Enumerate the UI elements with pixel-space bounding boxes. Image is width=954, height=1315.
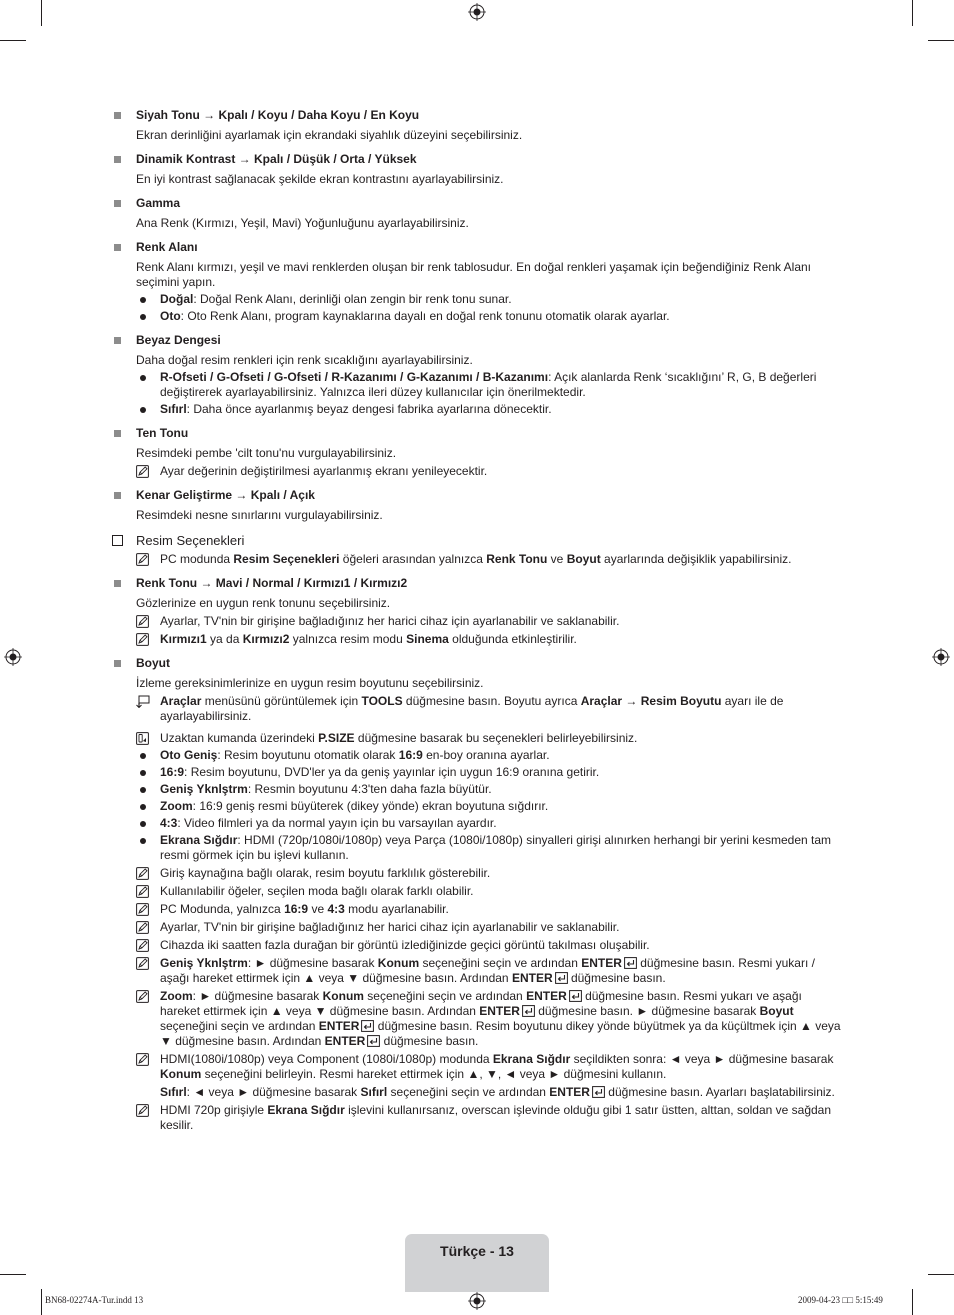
bullet-item	[110, 816, 845, 831]
text	[110, 816, 845, 831]
bold-term: Renk Tonu → Mavi / Normal / Kırmızı1 / Kırmızı2	[136, 576, 408, 590]
text-run: modu ayarlanabilir.	[344, 902, 449, 916]
bullet-item	[110, 292, 845, 307]
slug-filename: BN68-02274A-Tur.indd 13	[45, 1295, 144, 1305]
option-heading	[110, 488, 845, 503]
bullet-dot-icon	[140, 804, 146, 810]
bold-term: Zoom	[160, 989, 193, 1003]
bold-term: Kenar Geliştirme → Kpalı / Açık	[136, 488, 315, 502]
bold-term: Doğal	[160, 292, 194, 306]
text-run: öğeleri arasından yalnızca	[339, 552, 487, 566]
bold-term: Sıfırl	[360, 1085, 388, 1099]
text	[110, 799, 845, 814]
bullet-item	[110, 370, 845, 400]
text	[110, 748, 845, 763]
text	[110, 694, 845, 724]
enter-key-icon	[553, 971, 568, 985]
option-description	[110, 508, 845, 523]
bullet-dot-icon	[140, 770, 146, 776]
text-run: : ◄ veya ► düğmesine basarak	[186, 1085, 361, 1099]
text	[110, 370, 845, 400]
option-description	[110, 172, 845, 187]
text-run: menüsünü görüntülemek için	[201, 694, 362, 708]
text-run: Gözlerinize en uygun renk tonunu seçebilirsiniz.	[136, 596, 391, 610]
text	[110, 292, 845, 307]
tools-note	[110, 694, 845, 724]
bold-term: Ekrana Sığdır	[160, 833, 238, 847]
text	[110, 676, 845, 691]
bold-term: ENTER	[324, 1034, 366, 1048]
note-continuation	[110, 1085, 845, 1100]
text-run: olduğunda etkinleştirilir.	[448, 632, 577, 646]
bold-term: Boyut	[759, 1004, 794, 1018]
text-run: Giriş kaynağına bağlı olarak, resim boyutu farklılık gösterebilir.	[160, 866, 491, 880]
bullet-dot-icon	[140, 407, 146, 413]
note-item	[110, 552, 845, 567]
text-run: seçeneğini seçin ve ardından	[419, 956, 582, 970]
note-item	[110, 956, 845, 986]
note-item	[110, 938, 845, 953]
bold-term: P.SIZE	[318, 731, 355, 745]
option-description	[110, 128, 845, 143]
square-bullet-icon	[114, 244, 121, 251]
option-heading	[110, 152, 845, 167]
text-run: işlevini kullanırsanız, overscan işlevinde olduğu gibi 1 satır üstten, alttan, soldan ve sağdan kesilir.	[160, 1103, 832, 1132]
enter-key-icon	[520, 1004, 535, 1018]
text-run: : Daha önce ayarlanmış beyaz dengesi fabrika ayarlarına dönecektir.	[186, 402, 552, 416]
text	[110, 216, 845, 231]
note-pencil-icon	[136, 903, 149, 916]
text-run: düğmesine basın. Resim boyutunu dikey yönde büyütmek ya da küçültmek için ▲ veya ▼ düğmesine basın. Ardından	[160, 1019, 841, 1048]
crop-mark	[0, 40, 26, 41]
option-heading	[110, 656, 845, 671]
crop-mark	[912, 0, 913, 26]
text-run: Kullanılabilir öğeler, seçilen moda bağlı olarak farklı olabilir.	[160, 884, 474, 898]
registration-mark-icon	[932, 648, 950, 666]
crop-mark	[41, 0, 42, 26]
text-run: : HDMI (720p/1080i/1080p) veya Parça (1080i/1080p) sinyalleri girişi alınırken herhangi bir yerini kesmeden tam resmi görmek için bu işlevi kullanın.	[160, 833, 832, 862]
bold-term: Sıfırl	[160, 1085, 187, 1099]
note-pencil-icon	[136, 1104, 149, 1117]
note-pencil-icon	[136, 867, 149, 880]
bold-term: Kırmızı1	[160, 632, 207, 646]
square-bullet-icon	[114, 580, 121, 587]
text-run: : ► düğmesine basarak	[192, 989, 323, 1003]
text	[110, 632, 845, 647]
text-run: ayarı ile de ayarlayabilirsiniz.	[160, 694, 784, 723]
option-description	[110, 676, 845, 691]
note-pencil-icon	[136, 553, 149, 566]
text-run: PC modunda	[160, 552, 234, 566]
text-run: düğmesine basarak bu seçenekleri belirleyebilirsiniz.	[354, 731, 638, 745]
text	[110, 552, 845, 567]
text	[110, 938, 845, 953]
text-run: seçeneğini seçin ve ardından	[160, 1019, 319, 1033]
option-heading	[110, 196, 845, 211]
text-run: : Resmin boyutunu 4:3'ten daha fazla büyütür.	[247, 782, 492, 796]
text-run: En iyi kontrast sağlanacak şekilde ekran kontrastını ayarlayabilirsiniz.	[136, 172, 504, 186]
slug-date: 2009-04-23 □□ 5:15:49	[798, 1295, 883, 1305]
square-bullet-icon	[114, 337, 121, 344]
note-pencil-icon	[136, 921, 149, 934]
note-item	[110, 1103, 845, 1133]
bold-term: Renk Tonu	[486, 552, 548, 566]
option-heading	[110, 108, 845, 123]
note-pencil-icon	[136, 990, 149, 1003]
text-run: : ► düğmesine basarak	[247, 956, 378, 970]
bold-term: Geniş Yknlştrm	[160, 956, 248, 970]
note-item	[110, 902, 845, 917]
text	[110, 614, 845, 629]
text	[110, 731, 845, 746]
note-pencil-icon	[136, 939, 149, 952]
crop-mark	[41, 1289, 42, 1315]
text-run: ve	[547, 552, 567, 566]
text	[110, 902, 845, 917]
square-bullet-icon	[114, 430, 121, 437]
text-run: Daha doğal resim renkleri için renk sıcaklığını ayarlayabilirsiniz.	[136, 353, 473, 367]
note-pencil-icon	[136, 465, 149, 478]
text-run: HDMI(1080i/1080p) veya Component (1080i/1080p) modunda	[160, 1052, 493, 1066]
bold-term: ENTER	[479, 1004, 520, 1018]
bold-term: ENTER	[318, 1019, 360, 1033]
text-run: düğmesine basın. Ayarları başlatabilirsiniz.	[604, 1085, 835, 1099]
note-item	[110, 989, 845, 1049]
crop-mark	[0, 1274, 26, 1275]
option-heading	[110, 576, 845, 591]
bold-term: Konum	[160, 1067, 202, 1081]
text	[110, 196, 845, 211]
text-run: düğmesine basın. Resmi yukarı / aşağı hareket ettirmek için ▲ veya ▼ düğmesine basın. Ardından	[160, 956, 815, 985]
text	[110, 866, 845, 881]
text	[110, 576, 845, 591]
text-run: seçeneğini belirleyin. Resmi hareket ettirmek için ▲, ▼, ◄ veya ► düğmesini kullanın.	[201, 1067, 667, 1081]
bullet-item	[110, 782, 845, 797]
bullet-dot-icon	[140, 375, 146, 381]
text-run: : Oto Renk Alanı, program kaynaklarına dayalı en doğal renk tonunu otomatik olarak ayarlar.	[180, 309, 670, 323]
text-run: ya da	[206, 632, 243, 646]
text	[110, 402, 845, 417]
bold-term: Zoom	[160, 799, 193, 813]
text-run: yalnızca resim modu	[289, 632, 407, 646]
bold-term: Sıfırl	[160, 402, 187, 416]
text	[110, 152, 845, 167]
bold-term: 4:3	[160, 816, 178, 830]
text-run: ayarlarında değişiklik yapabilirsiniz.	[600, 552, 792, 566]
remote-icon	[136, 732, 149, 745]
enter-key-icon	[365, 1034, 380, 1048]
text-run: : Video filmleri ya da normal yayın için bu varsayılan ayardır.	[177, 816, 497, 830]
text	[110, 426, 845, 441]
text-run: Ayarlar, TV'nin bir girişine bağladığınız her harici cihaz için ayarlanabilir ve saklanabilir.	[160, 614, 620, 628]
text-run: Renk Alanı kırmızı, yeşil ve mavi renklerden oluşan bir renk tablosudur. En doğal renkleri yaşamak için beğendiğiniz Renk Alanı seçimini yapın.	[136, 260, 812, 289]
text	[110, 488, 845, 503]
bold-term: ENTER	[549, 1085, 590, 1099]
crop-mark	[928, 40, 954, 41]
text-run: Ana Renk (Kırmızı, Yeşil, Mavi) Yoğunluğunu ayarlayabilirsiniz.	[136, 216, 469, 230]
text-run: İzleme gereksinimlerinize en uygun resim boyutunu seçebilirsiniz.	[136, 676, 484, 690]
checkbox-section-icon	[112, 535, 123, 546]
text-run: ve	[308, 902, 328, 916]
bold-term: Konum	[322, 989, 364, 1003]
note-item	[110, 884, 845, 899]
enter-key-icon	[359, 1019, 374, 1033]
enter-key-icon	[567, 989, 582, 1003]
text-run: : Resim boyutunu otomatik olarak	[217, 748, 399, 762]
text-run: PC Modunda, yalnızca	[160, 902, 285, 916]
bold-term: Araçlar	[160, 694, 202, 708]
bold-term: Ekrana Sığdır	[267, 1103, 345, 1117]
bullet-dot-icon	[140, 787, 146, 793]
bold-term: ENTER	[526, 989, 567, 1003]
bold-term: Oto	[160, 309, 181, 323]
bold-term: Kırmızı2	[242, 632, 290, 646]
bold-term: Boyut	[566, 552, 601, 566]
tools-icon	[136, 695, 149, 708]
bullet-dot-icon	[140, 821, 146, 827]
text	[110, 240, 845, 255]
text	[110, 508, 845, 523]
text	[110, 782, 845, 797]
text-run: : Doğal Renk Alanı, derinliği olan zengin bir renk tonu sunar.	[193, 292, 512, 306]
option-heading	[110, 240, 845, 255]
bullet-item	[110, 833, 845, 863]
bullet-item	[110, 309, 845, 324]
text-run: : Resim boyutunu, DVD'ler ya da geniş yayınlar için uygun 16:9 oranına getirir.	[184, 765, 600, 779]
text	[110, 128, 845, 143]
registration-mark-icon	[4, 648, 22, 666]
text	[110, 656, 845, 671]
text-run: düğmesine basın.	[567, 971, 666, 985]
note-pencil-icon	[136, 1053, 149, 1066]
text-run: : Açık alanlarda Renk ‘sıcaklığını’ R, G, B değerleri değiştirerek ayarlayabilirsiniz. Yalnızca ileri düzey kullanıcılar için önerilmektedir.	[160, 370, 817, 399]
enter-key-icon	[590, 1085, 605, 1099]
bold-term: Dinamik Kontrast → Kpalı / Düşük / Orta / Yüksek	[136, 152, 417, 166]
text	[110, 989, 845, 1049]
text-run: düğmesine basın. ► düğmesine basarak	[534, 1004, 760, 1018]
note-pencil-icon	[136, 633, 149, 646]
text	[110, 833, 845, 863]
bold-term: 16:9	[398, 748, 423, 762]
bullet-dot-icon	[140, 297, 146, 303]
text	[110, 596, 845, 611]
text	[110, 884, 845, 899]
option-description	[110, 260, 845, 290]
bold-term: Ten Tonu	[136, 426, 189, 440]
text	[110, 1085, 845, 1100]
bullet-item	[110, 799, 845, 814]
square-bullet-icon	[114, 112, 121, 119]
bold-term: Renk Alanı	[136, 240, 198, 254]
option-description	[110, 596, 845, 611]
text	[110, 1052, 845, 1082]
bold-term: Beyaz Dengesi	[136, 333, 221, 347]
bold-term: Ekrana Sığdır	[492, 1052, 571, 1066]
option-description	[110, 216, 845, 231]
text	[110, 260, 845, 290]
note-item	[110, 614, 845, 629]
text	[110, 1103, 845, 1133]
text-run: düğmesine basın. Boyutu ayrıca	[402, 694, 581, 708]
note-item	[110, 464, 845, 479]
note-pencil-icon	[136, 615, 149, 628]
section-heading	[110, 533, 845, 549]
bold-term: Geniş Yknlştrm	[160, 782, 248, 796]
registration-mark-icon	[468, 3, 486, 21]
text-run: seçildikten sonra: ◄ veya ► düğmesine basarak	[570, 1052, 834, 1066]
bold-term: Boyut	[136, 656, 170, 670]
bold-term: Araçlar → Resim Boyutu	[580, 694, 722, 708]
text	[110, 920, 845, 935]
bold-term: 16:9	[284, 902, 309, 916]
note-item	[110, 866, 845, 881]
bullet-dot-icon	[140, 314, 146, 320]
note-pencil-icon	[136, 885, 149, 898]
bold-term: ENTER	[581, 956, 622, 970]
registration-mark-icon	[468, 1292, 486, 1310]
bold-term: Siyah Tonu → Kpalı / Koyu / Daha Koyu / En Koyu	[136, 108, 420, 122]
text-run: Resimdeki nesne sınırlarını vurgulayabilirsiniz.	[136, 508, 383, 522]
text-run: Ayarlar, TV'nin bir girişine bağladığınız her harici cihaz için ayarlanabilir ve saklanabilir.	[160, 920, 620, 934]
bold-term: Sinema	[406, 632, 449, 646]
text-run: Ekran derinliğini ayarlamak için ekrandaki siyahlık düzeyini seçebilirsiniz.	[136, 128, 523, 142]
square-bullet-icon	[114, 660, 121, 667]
bullet-item	[110, 765, 845, 780]
text	[110, 108, 845, 123]
text	[110, 956, 845, 986]
text	[110, 309, 845, 324]
bold-term: Gamma	[136, 196, 181, 210]
text	[110, 172, 845, 187]
text-run: düğmesine basın.	[380, 1034, 479, 1048]
bold-term: Konum	[377, 956, 420, 970]
note-item	[110, 920, 845, 935]
crop-mark	[912, 1289, 913, 1315]
bullet-item	[110, 402, 845, 417]
option-description	[110, 446, 845, 461]
text	[110, 353, 845, 368]
manual-content	[110, 108, 845, 1133]
text-run: en-boy oranına ayarlar.	[422, 748, 550, 762]
square-bullet-icon	[114, 156, 121, 163]
text-run: Resimdeki pembe 'cilt tonu'nu vurgulayabilirsiniz.	[136, 446, 397, 460]
bold-term: Oto Geniş	[160, 748, 218, 762]
bold-term: 16:9	[160, 765, 185, 779]
text	[110, 533, 845, 549]
text	[110, 464, 845, 479]
option-heading	[110, 333, 845, 348]
page-number-label: Türkçe - 13	[440, 1243, 514, 1259]
text-run: seçeneğini seçin ve ardından	[363, 989, 527, 1003]
note-pencil-icon	[136, 957, 149, 970]
text	[110, 765, 845, 780]
option-heading	[110, 426, 845, 441]
text-run: Cihazda iki saatten fazla durağan bir görüntü izlediğinizde geçici görüntü takılması oluşabilir.	[160, 938, 650, 952]
bold-term: R-Ofseti / G-Ofseti / G-Ofseti / R-Kazanımı / G-Kazanımı / B-Kazanımı	[160, 370, 549, 384]
square-bullet-icon	[114, 492, 121, 499]
enter-key-icon	[622, 956, 637, 970]
text-run: HDMI 720p girişiyle	[160, 1103, 268, 1117]
text-run: Ayar değerinin değiştirilmesi ayarlanmış ekranı yenileyecektir.	[160, 464, 488, 478]
option-description	[110, 353, 845, 368]
bullet-dot-icon	[140, 753, 146, 759]
bold-term: Resim Seçenekleri	[233, 552, 340, 566]
note-item	[110, 1052, 845, 1082]
bullet-dot-icon	[140, 838, 146, 844]
note-item	[110, 632, 845, 647]
text-run: : 16:9 geniş resmi büyüterek (dikey yönde) ekran boyutuna sığdırır.	[192, 799, 549, 813]
bold-term: TOOLS	[361, 694, 403, 708]
text	[110, 446, 845, 461]
text-run: Uzaktan kumanda üzerindeki	[160, 731, 319, 745]
square-bullet-icon	[114, 200, 121, 207]
text	[110, 333, 845, 348]
bold-term: ENTER	[511, 971, 553, 985]
bold-term: 4:3	[327, 902, 345, 916]
text-run: düğmesine basın. Resmi yukarı ve aşağı hareket ettirmek için ▲ veya ▼ düğmesine basın. Ardından	[160, 989, 802, 1018]
crop-mark	[928, 1274, 954, 1275]
remote-note	[110, 731, 845, 746]
text-run: seçeneğini seçin ve ardından	[387, 1085, 550, 1099]
text-run: Resim Seçenekleri	[136, 533, 245, 548]
bullet-item	[110, 748, 845, 763]
